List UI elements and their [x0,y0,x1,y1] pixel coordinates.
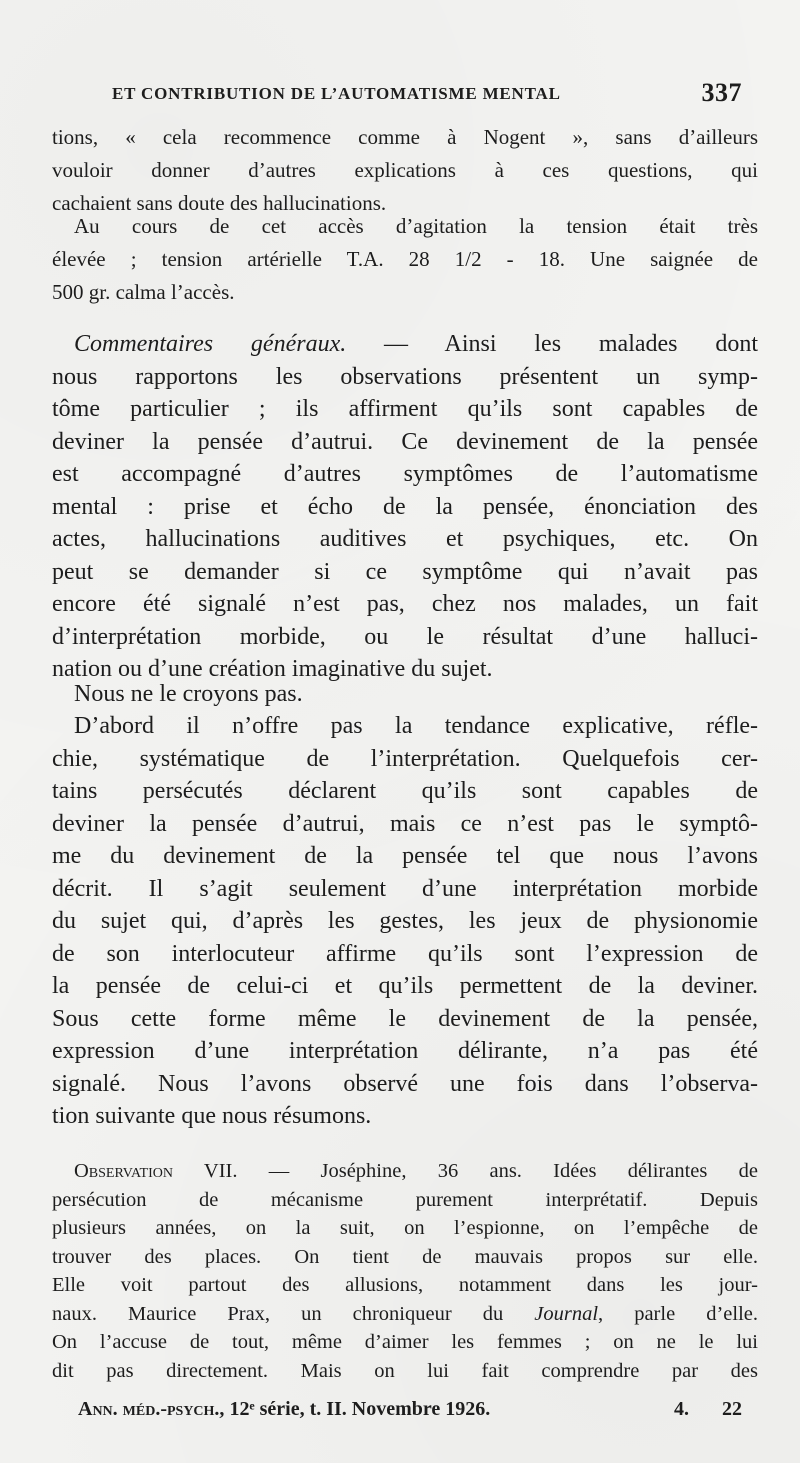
text-line: deviner la pensée d’autrui, mais ce n’est pas le symptô- [52,810,758,837]
text-line: élevée ; tension artérielle T.A. 28 1/2 - 18. Une saignée de [52,247,758,271]
signature-number: 4. [674,1398,689,1420]
paragraph-continuation [52,121,758,220]
text-line: Observation VII. — Joséphine, 36 ans. Idées délirantes de [74,1160,758,1182]
text-line: est accompagné d’autres symptômes de l’automatisme [52,461,758,487]
text-line: plusieurs années, on la suit, on l’espionne, on l’empêche de [52,1217,758,1239]
text-line: d’interprétation morbide, ou le résultat d’une halluci- [52,623,758,650]
text-line: Sous cette forme même le devinement de la pensée, [52,1005,758,1032]
text-line: trouver des places. On tient de mauvais propos sur elle. [52,1245,758,1268]
text-line: Nous ne le croyons pas. [74,681,303,707]
sheet-number: 22 [722,1398,742,1420]
text-line: deviner la pensée d’autrui. Ce devinement de la pensée [52,428,758,455]
text-line: encore été signalé n’est pas, chez nos malades, un fait [52,591,758,617]
paragraph-dabord [52,710,758,1133]
text-line: expression d’une interprétation délirante, n’a pas été [52,1038,758,1064]
text-line: tions, « cela recommence comme à Nogent », sans d’ailleurs [52,125,758,149]
text-line: 500 gr. calma l’accès. [52,280,235,304]
text-line: mental : prise et écho de la pensée, énonciation des [52,493,758,520]
text-line: naux. Maurice Prax, un chroniqueur du Journal, parle d’elle. [52,1302,758,1325]
paragraph-nous-ne [52,678,758,711]
running-title: ET CONTRIBUTION DE L’AUTOMATISME MENTAL [112,84,561,103]
text-line: vouloir donner d’autres explications à ces questions, qui [52,158,758,182]
text-line: persécution de mécanisme purement interprétatif. Depuis [52,1188,758,1211]
text-line: Au cours de cet accès d’agitation la tension était très [74,214,758,238]
text-line: On l’accuse de tout, même d’aimer les femmes ; on ne le lui [52,1331,758,1353]
text-line: tains persécutés déclarent qu’ils sont capables de [52,778,758,804]
text-line: décrit. Il s’agit seulement d’une interprétation morbide [52,875,758,902]
text-line: Elle voit partout des allusions, notamment dans les jour- [52,1274,758,1296]
text-line: Commentaires généraux. — Ainsi les malades dont [74,331,758,357]
signature-marks [646,1398,742,1421]
paragraph-commentaires [52,328,758,686]
journal-issue: 12ᵉ série, t. II. Novembre 1926. [224,1398,491,1420]
text-line: du sujet qui, d’après les gestes, les jeux de physionomie [52,908,758,934]
page-footer [78,1398,742,1421]
section-label: Commentaires généraux. [74,331,347,357]
text-line: chie, systématique de l’interprétation. Quelquefois cer- [52,745,758,772]
text-line: la pensée de celui-ci et qu’ils permettent de la deviner. [52,973,758,999]
text-line: cachaient sans doute des hallucinations. [52,191,387,215]
paragraph-agitation [52,210,758,309]
text-line: nation ou d’une création imaginative du sujet. [52,656,493,682]
running-header [112,72,742,112]
paragraph-observation [52,1157,758,1385]
observation-label: Observation VII. [74,1160,238,1182]
text-line: signalé. Nous l’avons observé une fois dans l’observa- [52,1070,758,1097]
text-line: me du devinement de la pensée tel que nous l’avons [52,843,758,869]
text-line: dit pas directement. Mais on lui fait comprendre par des [52,1359,758,1382]
text-line: D’abord il n’offre pas la tendance explicative, réfle- [74,713,758,739]
text-line: de son interlocuteur affirme qu’ils sont l’expression de [52,940,758,967]
page-number: 337 [701,78,742,107]
text-line: actes, hallucinations auditives et psychiques, etc. On [52,526,758,552]
text-line: peut se demander si ce symptôme qui n’avait pas [52,558,758,585]
text-line: tôme particulier ; ils affirment qu’ils sont capables de [52,396,758,422]
text-line: nous rapportons les observations présentent un symp- [52,363,758,390]
text-line: tion suivante que nous résumons. [52,1103,372,1129]
journal-name: Ann. méd.-psych., [78,1398,225,1420]
